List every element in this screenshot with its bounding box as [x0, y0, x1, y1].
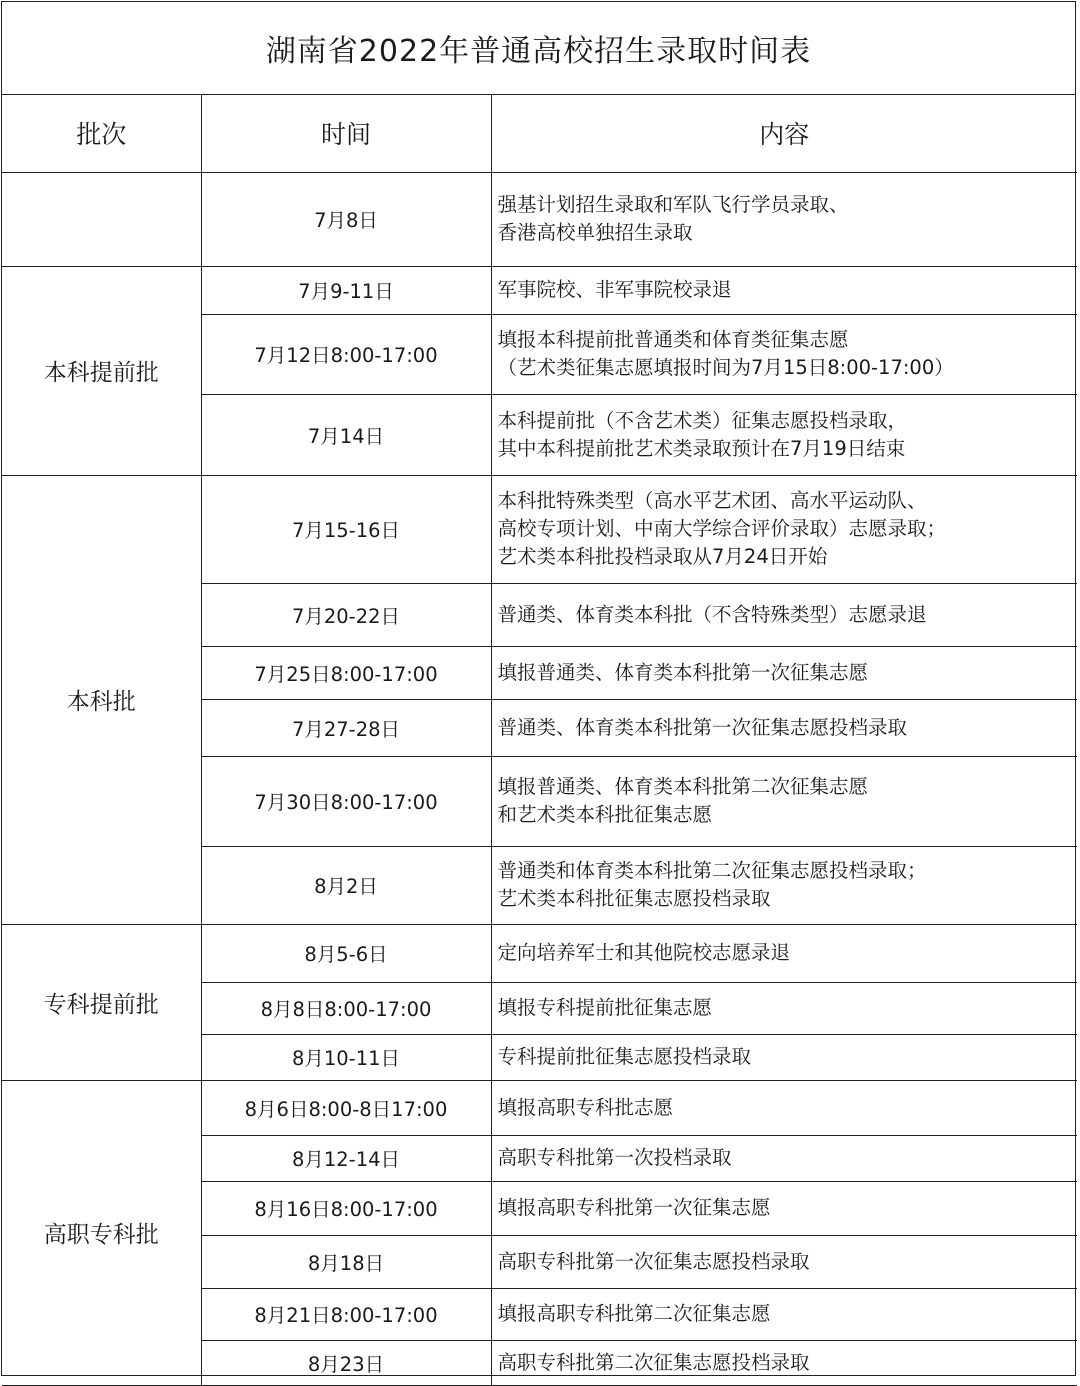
content-cell: [491, 646, 1077, 699]
time-cell: 8月2日: [201, 846, 491, 924]
time-cell: 7月27-28日: [201, 699, 491, 756]
content-line: 填报本科提前批普通类和体育类征集志愿: [497, 328, 849, 351]
content-line: 填报高职专科批第一次征集志愿: [497, 1196, 771, 1219]
content-line: 本科提前批（不含艺术类）征集志愿投档录取，: [497, 408, 908, 432]
time-cell: 7月12日8:00-17:00: [201, 314, 491, 394]
content-cell: [491, 1340, 1077, 1385]
header-row: [2, 95, 1077, 172]
content-cell: [491, 1288, 1077, 1340]
time-cell: 8月6日8:00-8日17:00: [201, 1080, 491, 1135]
content-cell: [491, 394, 1077, 475]
content-line: 专科提前批征集志愿投档录取: [497, 1045, 752, 1068]
content-cell: [491, 314, 1077, 394]
batch-cell: 专科提前批: [2, 924, 201, 1080]
time-cell: 8月16日8:00-17:00: [201, 1181, 491, 1235]
content-cell: [491, 1080, 1077, 1135]
time-cell: 8月10-11日: [201, 1034, 491, 1080]
content-line: 普通类、体育类本科批第一次征集志愿投档录取: [497, 715, 908, 739]
time-cell: 7月25日8:00-17:00: [201, 646, 491, 699]
batch-cell: 高职专科批: [2, 1080, 201, 1385]
content-line: 填报普通类、体育类本科批第二次征集志愿: [497, 775, 869, 798]
content-cell: [491, 583, 1077, 646]
time-cell: 8月23日: [201, 1340, 491, 1385]
content-cell: [491, 266, 1077, 314]
batch-cell: [2, 172, 201, 266]
content-line: （艺术类征集志愿填报时间为7月15日8:00-17:00）: [497, 356, 954, 379]
content-line: 高职专科批第一次征集志愿投档录取: [497, 1249, 810, 1273]
time-cell: 8月18日: [201, 1235, 491, 1288]
content-line: 填报普通类、体育类本科批第一次征集志愿: [497, 660, 869, 684]
time-cell: 7月8日: [201, 172, 491, 266]
table-row: [2, 172, 1077, 266]
content-line: 本科批特殊类型（高水平艺术团、高水平运动队、: [497, 489, 927, 512]
content-cell: [491, 699, 1077, 756]
time-cell: 8月5-6日: [201, 924, 491, 982]
content-line: 填报专科提前批征集志愿: [497, 996, 713, 1019]
content-line: 艺术类本科批投档录取从7月24日开始: [497, 545, 828, 568]
time-cell: 7月30日8:00-17:00: [201, 756, 491, 846]
time-cell: 7月9-11日: [201, 266, 491, 314]
content-line: 军事院校、非军事院校录退: [497, 278, 732, 301]
time-cell: 7月15-16日: [201, 475, 491, 583]
content-line: 香港高校单独招生录取: [497, 221, 693, 244]
time-cell: 8月8日8:00-17:00: [201, 982, 491, 1034]
content-line: 普通类和体育类本科批第二次征集志愿投档录取；: [497, 859, 927, 882]
content-line: 高职专科批第一次投档录取: [497, 1146, 732, 1169]
content-line: 和艺术类本科批征集志愿: [497, 803, 713, 826]
time-cell: 8月21日8:00-17:00: [201, 1288, 491, 1340]
table-row: [2, 475, 1077, 583]
schedule-table: [2, 95, 1077, 1386]
content-cell: [491, 1181, 1077, 1235]
table-row: [2, 1080, 1077, 1135]
table-row: [2, 266, 1077, 314]
content-line: 普通类、体育类本科批（不含特殊类型）志愿录退: [497, 602, 927, 626]
content-line: 高校专项计划、中南大学综合评价录取）志愿录取；: [497, 517, 947, 540]
batch-cell: 本科提前批: [2, 266, 201, 475]
header-batch: 批次: [2, 95, 201, 172]
content-cell: [491, 756, 1077, 846]
content-cell: [491, 172, 1077, 266]
table-row: [2, 924, 1077, 982]
time-cell: 7月20-22日: [201, 583, 491, 646]
content-line: 高职专科批第二次征集志愿投档录取: [497, 1350, 810, 1374]
content-cell: [491, 1135, 1077, 1181]
schedule-document: [1, 1, 1076, 1376]
time-cell: 7月14日: [201, 394, 491, 475]
content-line: 其中本科提前批艺术类录取预计在7月19日结束: [497, 436, 906, 460]
time-cell: 8月12-14日: [201, 1135, 491, 1181]
content-cell: [491, 475, 1077, 583]
content-line: 强基计划招生录取和军队飞行学员录取、: [497, 193, 849, 216]
content-cell: [491, 1235, 1077, 1288]
content-line: 艺术类本科批征集志愿投档录取: [497, 887, 771, 910]
content-line: 定向培养军士和其他院校志愿录退: [497, 941, 791, 964]
header-content: 内容: [491, 95, 1077, 172]
content-cell: [491, 924, 1077, 982]
content-cell: [491, 982, 1077, 1034]
content-cell: [491, 1034, 1077, 1080]
batch-cell: 本科批: [2, 475, 201, 924]
header-time: 时间: [201, 95, 491, 172]
content-line: 填报高职专科批第二次征集志愿: [497, 1302, 771, 1325]
page-title: 湖南省2022年普通高校招生录取时间表: [2, 2, 1075, 95]
content-cell: [491, 846, 1077, 924]
content-line: 填报高职专科批志愿: [497, 1095, 674, 1119]
